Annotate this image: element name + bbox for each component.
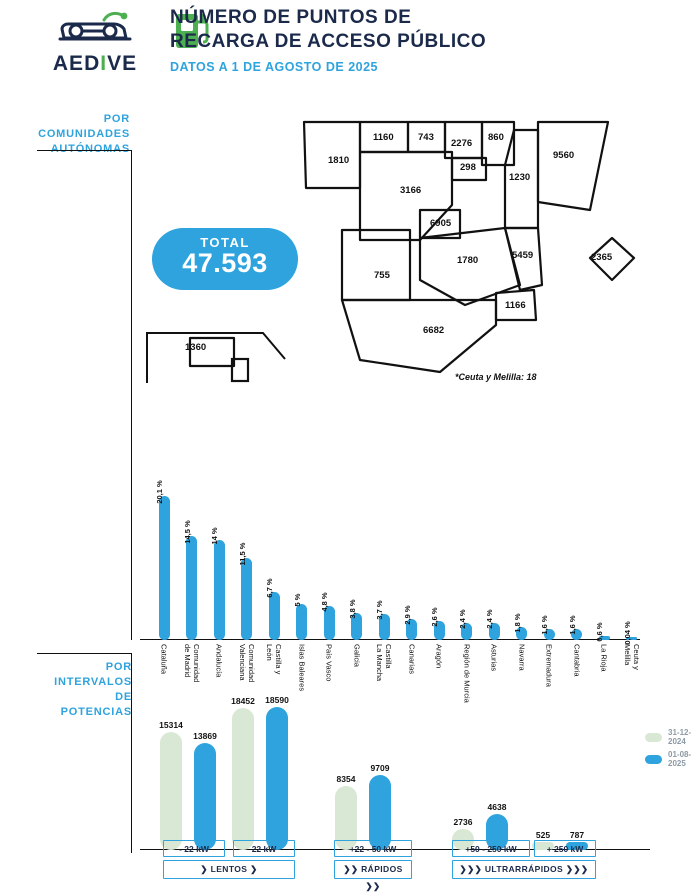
ccaa-bar-label: Castilla y León bbox=[265, 644, 283, 675]
power-bar-value: 13869 bbox=[193, 731, 217, 742]
ccaa-bar-label: Comunidad de Madrid bbox=[182, 644, 201, 683]
aedive-logo bbox=[30, 8, 160, 88]
power-bar-value: 18452 bbox=[231, 696, 255, 707]
ccaa-bar-column bbox=[317, 592, 341, 682]
power-bar-value: 9709 bbox=[370, 763, 390, 774]
ccaa-bar-label: Asturias bbox=[489, 644, 499, 672]
power-label-rule-h bbox=[37, 653, 132, 654]
map-value-valenciana: 1780 bbox=[457, 255, 479, 266]
map-value-la-rioja: 298 bbox=[460, 162, 476, 173]
ccaa-bar bbox=[186, 536, 197, 640]
ccaa-bar-label: Islas Baleares bbox=[297, 644, 306, 692]
ccaa-bar-column bbox=[537, 614, 561, 687]
ccaa-bar-label: Ceuta y Melilla bbox=[622, 644, 641, 670]
ccaa-bar-value: 2,9 % bbox=[402, 605, 412, 625]
map-value-pais-vasco: 2276 bbox=[451, 138, 473, 149]
ccaa-bar-value: 14 % bbox=[210, 527, 219, 545]
ccaa-bar-value: 1,6 % bbox=[540, 614, 549, 635]
ccaa-bar-label: País Vasco bbox=[324, 644, 334, 682]
map-value-andalucia: 6682 bbox=[423, 325, 445, 336]
power-label-line-4: POTENCIAS bbox=[60, 705, 132, 718]
title-line-2: RECARGA DE ACCESO PÚBLICO bbox=[170, 30, 487, 52]
ccaa-bar bbox=[296, 604, 307, 640]
ccaa-bar-column bbox=[262, 578, 286, 675]
ccaa-bar-value: 2,4 % bbox=[485, 609, 494, 629]
ccaa-bar-label: La Rioja bbox=[599, 644, 609, 672]
ccaa-bar-column bbox=[152, 480, 176, 675]
ccaa-bar bbox=[214, 540, 225, 640]
power-label-line-3: DE bbox=[115, 690, 132, 703]
legend-swatch-new bbox=[645, 755, 662, 764]
ccaa-bar-label: Aragón bbox=[434, 644, 444, 669]
power-bar-value: 787 bbox=[569, 830, 585, 840]
ccaa-bar-value: 14,5 % bbox=[182, 520, 192, 545]
map-value-murcia: 1166 bbox=[505, 300, 526, 311]
power-bar bbox=[369, 763, 391, 850]
power-group-ultrarrapidos: ❯❯❯ ULTRARRÁPIDOS ❯❯❯ bbox=[452, 860, 596, 879]
power-bar-value: 2736 bbox=[453, 816, 473, 827]
page-header bbox=[0, 0, 656, 100]
power-box-gt250: + 250 kW bbox=[534, 840, 596, 857]
logo-text-2: VE bbox=[107, 52, 138, 75]
map-value-madrid: 6905 bbox=[430, 218, 452, 229]
map-value-extremadura: 755 bbox=[374, 270, 390, 281]
ccaa-label-line-3: AUTÓNOMAS bbox=[50, 142, 130, 155]
power-box-22: 22 kW bbox=[233, 840, 295, 857]
map-value-baleares: 2365 bbox=[591, 252, 613, 263]
ccaa-bar-value: 20,1 % bbox=[155, 480, 164, 505]
title-line-1: NÚMERO DE PUNTOS DE bbox=[170, 7, 412, 28]
ccaa-bar-label: Comunidad Valenciana bbox=[237, 644, 256, 683]
ccaa-label-rule-v bbox=[131, 150, 132, 640]
ccaa-bar-value: 5 % bbox=[292, 593, 302, 607]
power-bar bbox=[159, 720, 183, 850]
ccaa-bar-column bbox=[180, 520, 204, 683]
power-bar-value: 15314 bbox=[159, 720, 183, 731]
legend-label-old: 31-12-2024 bbox=[668, 728, 692, 746]
map-value-galicia: 1810 bbox=[328, 155, 350, 166]
ccaa-bar-label: Andalucía bbox=[214, 644, 224, 678]
ccaa-bar-label: Cantabria bbox=[572, 644, 581, 677]
map-value-castilla-leon: 3166 bbox=[400, 185, 422, 196]
map-value-castilla-mancha: 5459 bbox=[512, 250, 534, 261]
ccaa-bar-label: Navarra bbox=[517, 644, 526, 671]
ccaa-bar-column bbox=[290, 593, 314, 692]
ccaa-bar-value: 4,8 % bbox=[320, 592, 329, 612]
map-footnote: *Ceuta y Melilla: 18 bbox=[455, 372, 537, 382]
ccaa-label-rule-h bbox=[37, 150, 132, 151]
power-box-22-50: +22 - 50 kW bbox=[334, 840, 412, 857]
total-value: 47.593 bbox=[182, 248, 268, 278]
logo-wordmark bbox=[30, 52, 160, 76]
power-bar bbox=[265, 695, 289, 850]
map-value-aragon: 1230 bbox=[509, 172, 531, 183]
ccaa-bar-label: Galicia bbox=[352, 644, 361, 667]
ccaa-bar-value: 0,04 % bbox=[622, 621, 632, 645]
power-box-50-250: +50 - 250 kW bbox=[452, 840, 530, 857]
power-label-line-1: POR bbox=[105, 661, 132, 673]
ccaa-bar-column bbox=[620, 621, 644, 670]
ccaa-bar-column bbox=[345, 599, 369, 667]
ccaa-bar-column bbox=[207, 527, 231, 678]
power-group-lentos: ❯ LENTOS ❯ bbox=[163, 860, 295, 879]
logo-text-1: AED bbox=[52, 52, 101, 75]
ccaa-bar-value: 3,7 % bbox=[375, 599, 384, 620]
power-chart-legend bbox=[645, 728, 695, 772]
power-bar-value: 525 bbox=[535, 830, 551, 840]
power-label-line-2: INTERVALOS bbox=[54, 675, 132, 688]
ccaa-bar bbox=[269, 592, 280, 640]
ccaa-bar bbox=[241, 558, 252, 640]
map-value-asturias: 1160 bbox=[373, 132, 394, 143]
power-bar bbox=[193, 731, 217, 850]
map-value-canarias: 1360 bbox=[185, 342, 207, 353]
ccaa-bar-label: Castilla La Mancha bbox=[375, 644, 393, 682]
ccaa-bar-column bbox=[400, 605, 424, 675]
power-bar-value: 4638 bbox=[487, 802, 507, 813]
legend-label-new: 01-08-2025 bbox=[668, 750, 692, 768]
ccaa-bar-column bbox=[510, 613, 534, 671]
ccaa-bar-value: 1,8 % bbox=[512, 613, 522, 633]
legend-item-new bbox=[645, 750, 695, 768]
ccaa-label-line-2: COMUNIDADES bbox=[38, 127, 130, 140]
power-bar bbox=[231, 696, 255, 850]
ccaa-bar-value: 11,5 % bbox=[237, 542, 247, 566]
legend-item-old bbox=[645, 728, 695, 746]
power-group-rapidos: ❯❯ RÁPIDOS ❯❯ bbox=[334, 860, 412, 879]
map-value-cantabria: 743 bbox=[418, 132, 434, 143]
ccaa-bar-column bbox=[427, 607, 451, 669]
section-label-power bbox=[10, 660, 132, 719]
ccaa-bar-column bbox=[372, 599, 396, 682]
total-badge bbox=[152, 228, 298, 290]
ccaa-bar-column bbox=[455, 609, 479, 703]
ccaa-bar bbox=[159, 496, 170, 640]
ccaa-bar-value: 3,8 % bbox=[347, 599, 357, 619]
ccaa-bar-value: 0,6 % bbox=[595, 622, 604, 642]
ccaa-bar-value: 1,6 % bbox=[567, 614, 577, 635]
power-interval-bar-chart bbox=[140, 650, 692, 850]
canarias-inset-frame bbox=[145, 325, 305, 385]
power-box-lt22: - 22 kW bbox=[163, 840, 225, 857]
power-bar-value: 8354 bbox=[336, 773, 356, 784]
power-bar-value: 18590 bbox=[265, 695, 289, 705]
ccaa-bar-column bbox=[482, 609, 506, 672]
ccaa-bar-value: 2,6 % bbox=[430, 607, 439, 628]
electric-car-icon bbox=[52, 8, 138, 50]
ccaa-bar-label: Canarias bbox=[407, 644, 416, 675]
ccaa-bar-value: 2,4 % bbox=[457, 609, 467, 629]
map-value-navarra: 860 bbox=[488, 132, 504, 143]
total-label: TOTAL bbox=[200, 235, 250, 250]
power-label-rule-v bbox=[131, 653, 132, 853]
map-value-cataluna: 9560 bbox=[553, 150, 575, 161]
ccaa-bar-label: Cataluña bbox=[159, 644, 169, 675]
ccaa-bar-label: Región de Murcia bbox=[462, 644, 471, 703]
ccaa-bar-column bbox=[565, 614, 589, 677]
canarias-island-shape bbox=[228, 355, 256, 387]
ccaa-label-line-1: POR bbox=[103, 113, 130, 125]
ccaa-bar-value: 6,7 % bbox=[265, 578, 274, 598]
legend-swatch-old bbox=[645, 733, 662, 742]
page-title bbox=[170, 6, 650, 74]
ccaa-bar-column bbox=[235, 542, 259, 683]
ccaa-bar-label: Extremadura bbox=[544, 644, 554, 687]
ccaa-bar-column bbox=[592, 622, 616, 672]
logo-text-i: I bbox=[100, 52, 108, 75]
page-subtitle: DATOS A 1 DE AGOSTO DE 2025 bbox=[170, 59, 379, 74]
